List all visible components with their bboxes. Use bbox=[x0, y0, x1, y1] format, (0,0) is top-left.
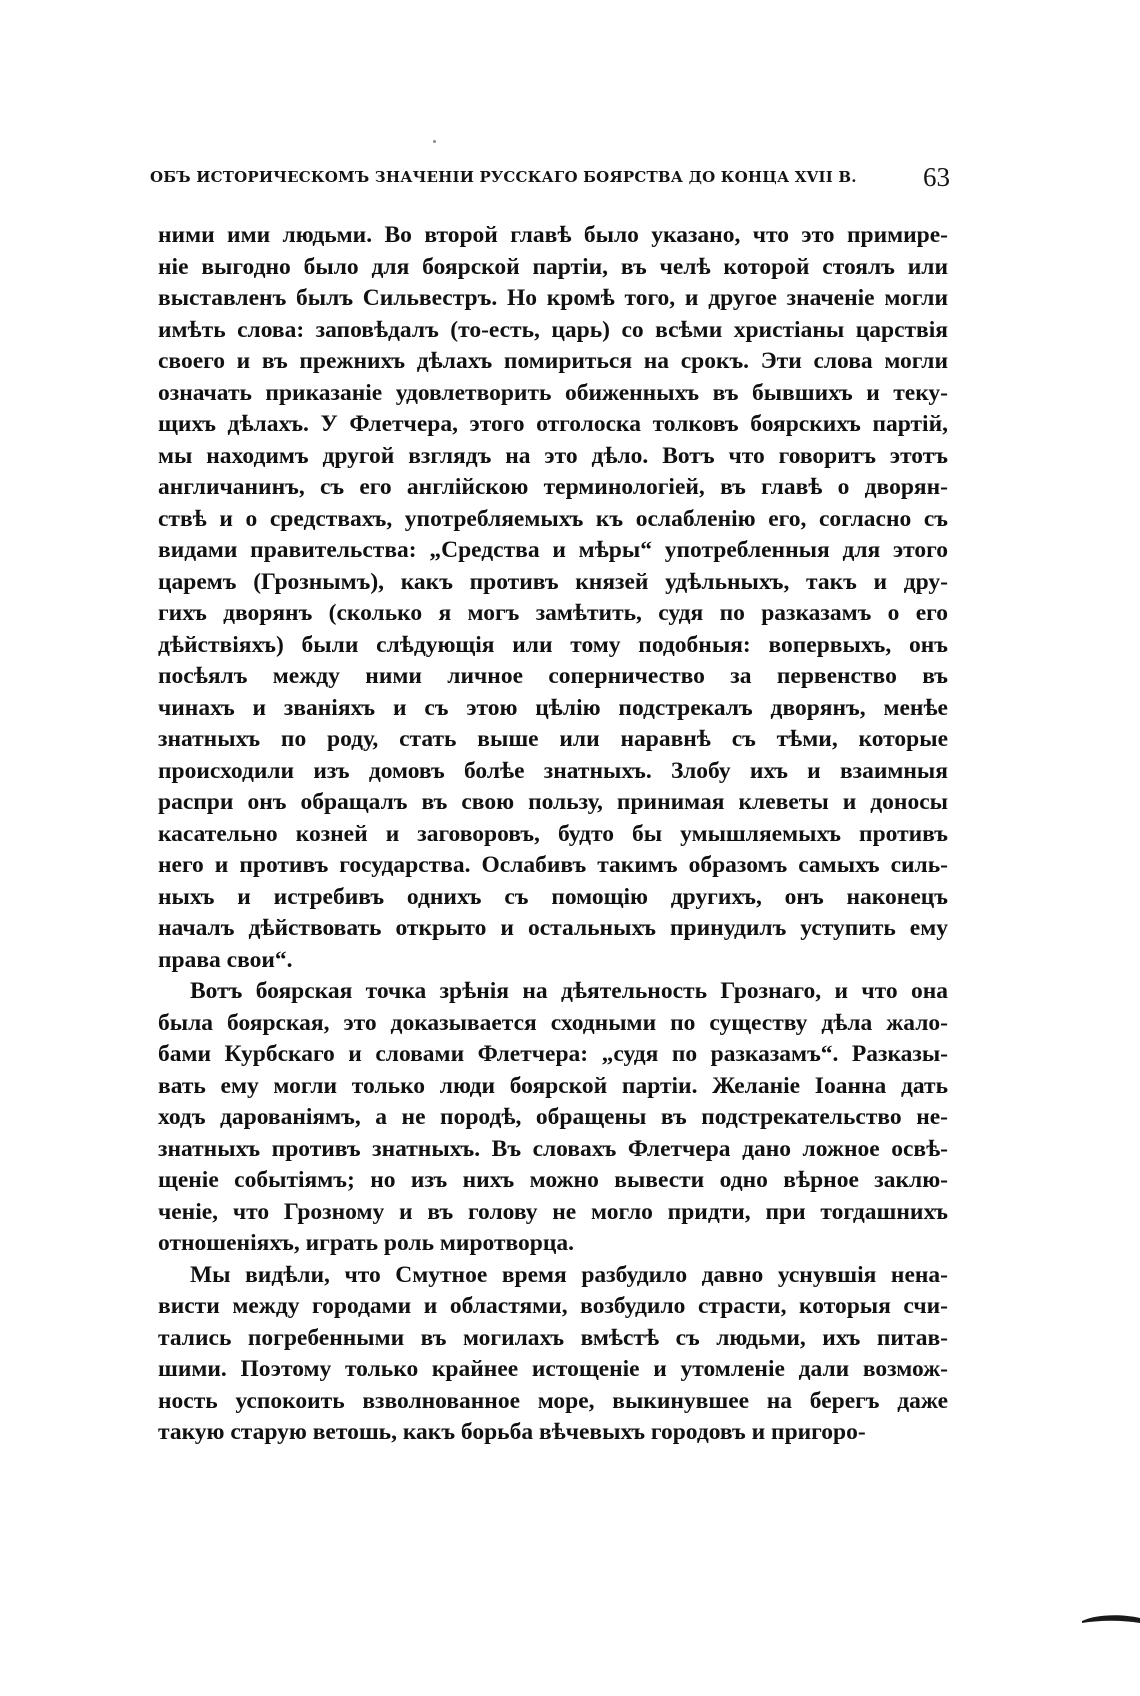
page-number: 63 bbox=[923, 162, 950, 192]
text-line: знатныхъ противъ знатныхъ. Въ словахъ Флетчера дано ложное освѣ- bbox=[158, 1135, 948, 1162]
text-line: мы находимъ другой взглядъ на это дѣло. Вотъ что говоритъ этотъ bbox=[158, 442, 948, 469]
text-line: дѣйствіяхъ) были слѣдующія или тому подобныя: вопервыхъ, онъ bbox=[158, 631, 948, 658]
print-speck bbox=[433, 140, 436, 143]
text-line: него и противъ государства. Ослабивъ такимъ образомъ самыхъ силь- bbox=[158, 852, 948, 878]
text-line: касательно козней и заговоровъ, будто бы умышляемыхъ противъ bbox=[158, 820, 948, 847]
text-line: щеніе событіямъ; но изъ нихъ можно вывести одно вѣрное заклю- bbox=[158, 1167, 948, 1193]
text-line: означать приказаніе удовлетворить обиженныхъ въ бывшихъ и теку- bbox=[158, 379, 948, 406]
paragraph bbox=[158, 976, 948, 1260]
text-line: имѣть слова: заповѣдалъ (то-есть, царь) со всѣми христіаны царствія bbox=[158, 316, 948, 343]
text-line: отношеніяхъ, играть роль миротворца. bbox=[158, 1230, 575, 1256]
text-line: царемъ (Грознымъ), какъ противъ князей удѣльныхъ, такъ и дру- bbox=[158, 568, 948, 595]
text-line: посѣялъ между ними личное соперничество за первенство въ bbox=[158, 663, 948, 689]
paragraph bbox=[158, 220, 948, 976]
text-line: своего и въ прежнихъ дѣлахъ помириться на срокъ. Эти слова могли bbox=[158, 348, 948, 374]
text-line: выставленъ былъ Сильвестръ. Но кромѣ того, и другое значеніе могли bbox=[158, 285, 948, 311]
text-line: тались погребенными въ могилахъ вмѣстѣ съ людьми, ихъ питав- bbox=[158, 1324, 948, 1351]
text-line: висти между городами и областями, возбудило страсти, которыя счи- bbox=[158, 1293, 948, 1319]
text-line: англичанинъ, съ его англійскою терминологіей, въ главѣ о дворян- bbox=[158, 474, 948, 500]
text-line: гихъ дворянъ (сколько я могъ замѣтить, судя по разказамъ о его bbox=[158, 600, 948, 626]
page-header bbox=[150, 162, 950, 198]
text-line: ніе выгодно было для боярской партіи, въ челѣ которой стоялъ или bbox=[158, 253, 948, 280]
text-line: ченіе, что Грозному и въ голову не могло придти, при тогдашнихъ bbox=[158, 1198, 948, 1225]
text-line: ходъ дарованіямъ, а не породѣ, обращены въ подстрекательство не- bbox=[158, 1104, 948, 1130]
text-line: ствѣ и о средствахъ, употребляемыхъ къ ослабленію его, согласно съ bbox=[158, 505, 948, 532]
text-line: такую старую ветошь, какъ борьба вѣчевыхъ городовъ и пригоро- bbox=[158, 1419, 866, 1445]
text-line: чинахъ и званіяхъ и съ этою цѣлію подстрекалъ дворянъ, менѣе bbox=[158, 694, 948, 721]
text-line: видами правительства: „Средства и мѣры“ употребленныя для этого bbox=[158, 537, 948, 563]
text-line: распри онъ обращалъ въ свою пользу, принимая клеветы и доносы bbox=[158, 789, 948, 815]
text-line: происходили изъ домовъ болѣе знатныхъ. Злобу ихъ и взаимныя bbox=[158, 757, 948, 784]
text-line: бами Курбскаго и словами Флетчера: „судя по разказамъ“. Разказы- bbox=[158, 1041, 948, 1067]
text-line: ними ими людьми. Во второй главѣ было указано, что это примире- bbox=[158, 222, 948, 248]
text-line: шими. Поэтому только крайнее истощеніе и утомленіе дали возмож- bbox=[158, 1356, 948, 1382]
running-title: ОБЪ ИСТОРИЧЕСКОМЪ ЗНАЧЕНІИ РУССКАГО БОЯРСТВА ДО КОНЦА XVII В. bbox=[150, 168, 857, 186]
page-edge-mark bbox=[1082, 1614, 1140, 1624]
body-text bbox=[158, 220, 948, 1449]
text-line: началъ дѣйствовать открыто и остальныхъ принудилъ уступить ему bbox=[158, 915, 948, 941]
text-line: щихъ дѣлахъ. У Флетчера, этого отголоска толковъ боярскихъ партій, bbox=[158, 411, 948, 437]
text-line: Мы видѣли, что Смутное время разбудило давно уснувшія нена- bbox=[190, 1261, 948, 1288]
paragraph bbox=[158, 1260, 948, 1449]
text-line: вать ему могли только люди боярской партіи. Желаніе Іоанна дать bbox=[158, 1072, 948, 1099]
text-line: Вотъ боярская точка зрѣнія на дѣятельность Грознаго, и что она bbox=[190, 978, 948, 1004]
text-line: ность успокоить взволнованное море, выкинувшее на берегъ даже bbox=[158, 1387, 948, 1414]
text-line: права свои“. bbox=[158, 946, 293, 973]
text-line: знатныхъ по роду, стать выше или наравнѣ съ тѣми, которые bbox=[158, 726, 948, 752]
text-line: была боярская, это доказывается сходными по существу дѣла жало- bbox=[158, 1009, 948, 1036]
text-line: ныхъ и истребивъ однихъ съ помощію другихъ, онъ наконецъ bbox=[158, 883, 948, 910]
